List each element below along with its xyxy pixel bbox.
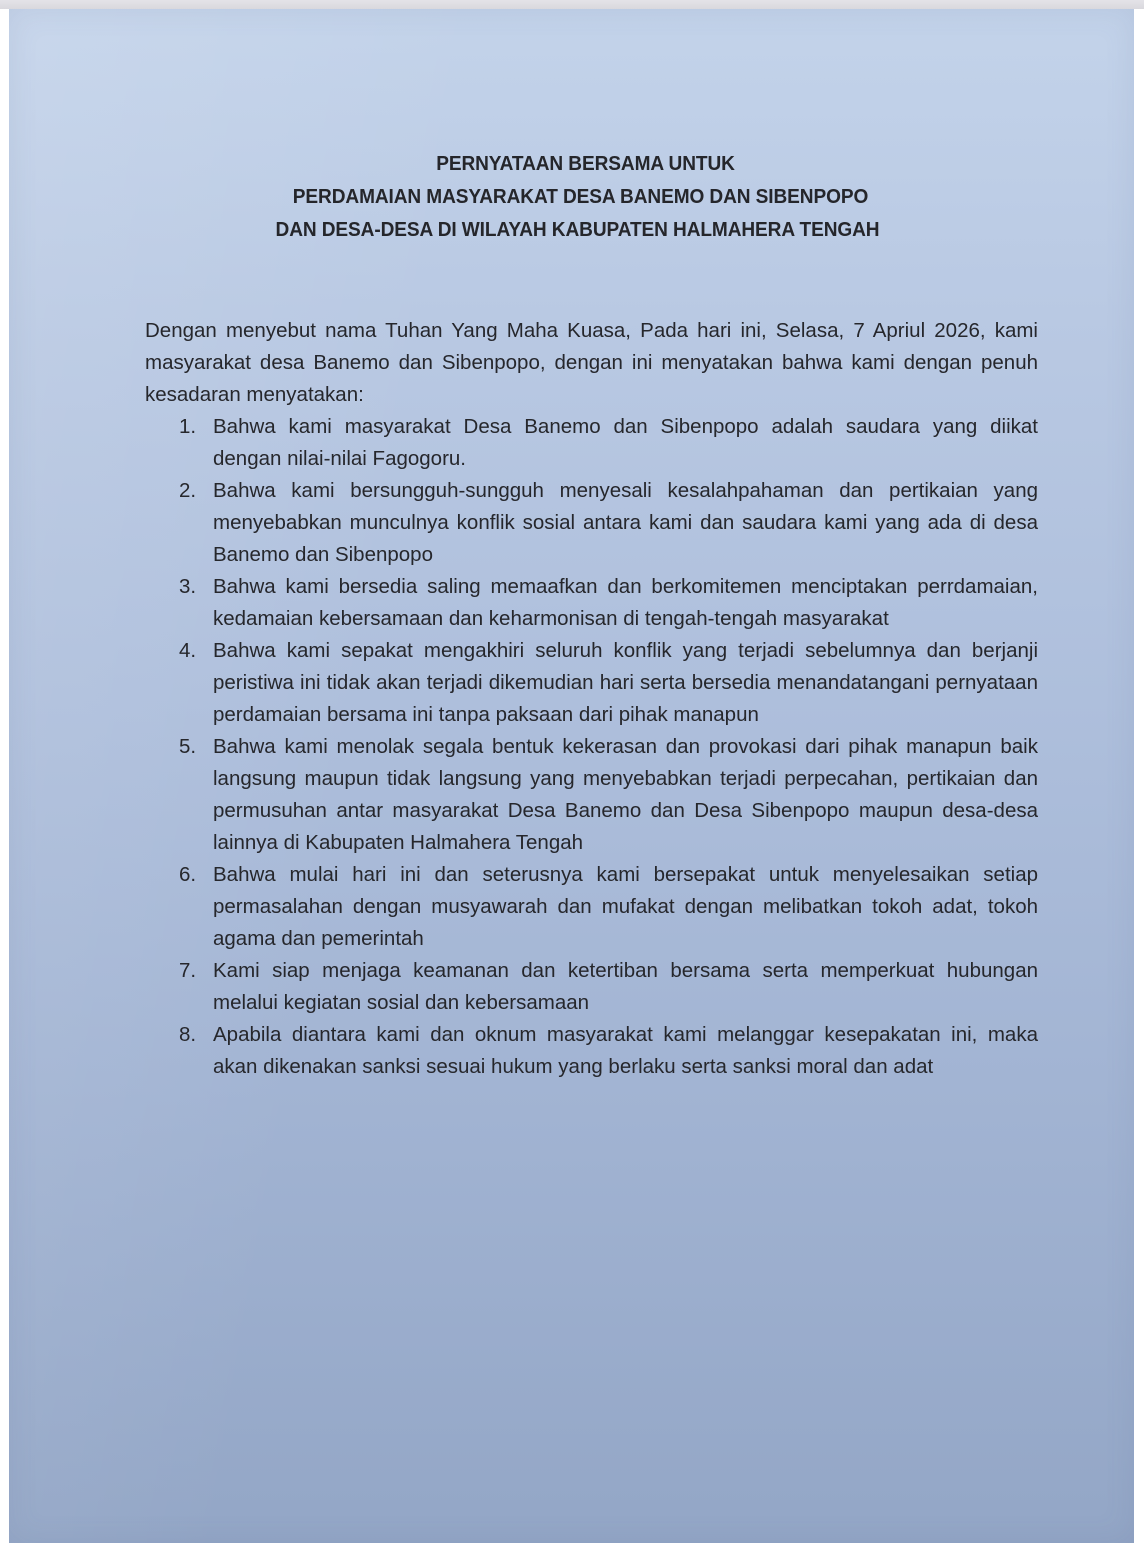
statement-text: Bahwa kami masyarakat Desa Banemo dan Sibenpopo adalah saudara yang diikat dengan nilai-nilai Fagogoru. — [213, 415, 1038, 470]
document-page — [9, 9, 1134, 1543]
statement-number: 2. — [179, 479, 197, 502]
statement-item — [145, 475, 1038, 571]
statement-number: 5. — [179, 735, 197, 758]
title-line-1: PERNYATAAN BERSAMA UNTUK — [436, 152, 735, 175]
statement-item — [145, 1019, 1038, 1083]
statement-number: 4. — [179, 639, 197, 662]
statement-text: Bahwa kami bersedia saling memaafkan dan berkomitemen menciptakan perrdamaian, kedamaian kebersamaan dan keharmonisan di tengah-tengah masyarakat — [213, 575, 1038, 630]
title-line-2: PERDAMAIAN MASYARAKAT DESA BANEMO DAN SIBENPOPO — [292, 185, 869, 208]
statement-list — [145, 411, 1038, 1083]
statement-item — [145, 955, 1038, 1019]
statement-item — [145, 859, 1038, 955]
document-body — [145, 315, 1038, 1083]
title-line-3: DAN DESA-DESA DI WILAYAH KABUPATEN HALMAHERA TENGAH — [275, 218, 880, 241]
statement-number: 6. — [179, 863, 197, 886]
viewer-top-bar — [0, 0, 1144, 9]
statement-number: 3. — [179, 575, 197, 598]
statement-item — [145, 411, 1038, 475]
statement-text: Bahwa mulai hari ini dan seterusnya kami bersepakat untuk menyelesaikan setiap permasalahan dengan musyawarah dan mufakat dengan melibatkan tokoh adat, tokoh agama dan pemerintah — [213, 863, 1038, 950]
statement-item — [145, 635, 1038, 731]
statement-number: 1. — [179, 415, 197, 438]
statement-number: 7. — [179, 959, 197, 982]
statement-text: Kami siap menjaga keamanan dan ketertiban bersama serta memperkuat hubungan melalui kegiatan sosial dan kebersamaan — [213, 959, 1038, 1014]
statement-text: Bahwa kami menolak segala bentuk kekerasan dan provokasi dari pihak manapun baik langsung maupun tidak langsung yang menyebabkan terjadi perpecahan, pertikaian dan permusuhan antar masyarakat Desa Banemo dan Desa Sibenpopo maupun desa-desa lainnya di Kabupaten Halmahera Tengah — [213, 735, 1038, 854]
statement-text: Apabila diantara kami dan oknum masyarakat kami melanggar kesepakatan ini, maka akan dikenakan sanksi sesuai hukum yang berlaku serta sanksi moral dan adat — [213, 1023, 1038, 1078]
intro-paragraph: Dengan menyebut nama Tuhan Yang Maha Kuasa, Pada hari ini, Selasa, 7 Apriul 2026, kami masyarakat desa Banemo dan Sibenpopo, dengan ini menyatakan bahwa kami dengan penuh kesadaran menyatakan: — [145, 319, 1038, 406]
statement-item — [145, 571, 1038, 635]
statement-number: 8. — [179, 1023, 197, 1046]
statement-text: Bahwa kami sepakat mengakhiri seluruh konflik yang terjadi sebelumnya dan berjanji peristiwa ini tidak akan terjadi dikemudian hari serta bersedia menandatangani pernyataan perdamaian bersama ini tanpa paksaan dari pihak manapun — [213, 639, 1038, 726]
statement-text: Bahwa kami bersungguh-sungguh menyesali kesalahpahaman dan pertikaian yang menyebabkan munculnya konflik sosial antara kami dan saudara kami yang ada di desa Banemo dan Sibenpopo — [213, 479, 1038, 566]
document-title — [9, 147, 1134, 246]
statement-item — [145, 731, 1038, 859]
